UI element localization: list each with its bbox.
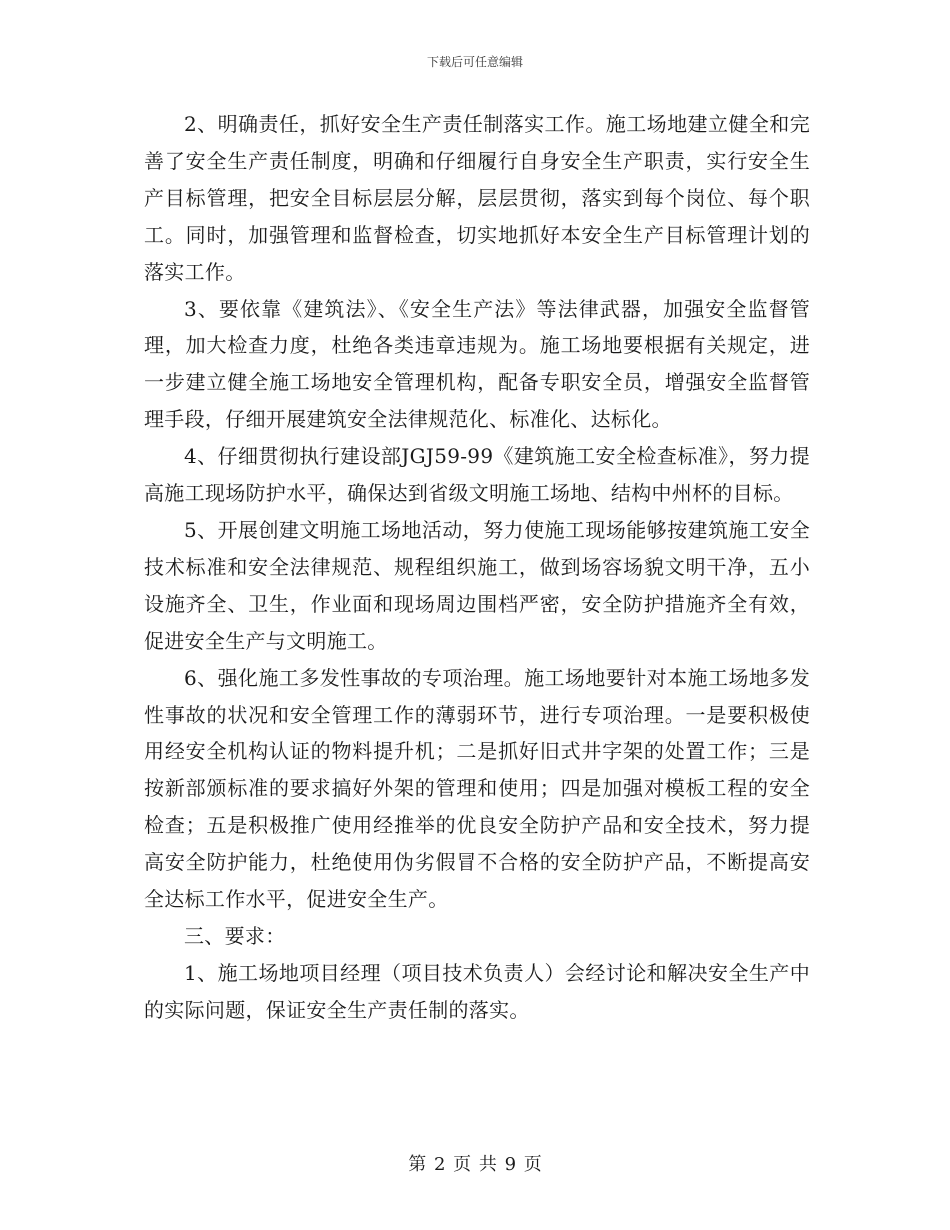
paragraph-legal-supervision: 3、要依靠《建筑法》、《安全生产法》等法律武器，加强安全监督管理，加大检查力度，杜绝各类违章违规为。施工场地要根据有关规定，进一步建立健全施工场地安全管理机构，配备专职安全员，增强安全监督管理手段，仔细开展建筑安全法律规范化、标准化、达标化。: [144, 296, 810, 432]
paragraph-accident-governance: 6、强化施工多发性事故的专项治理。施工场地要针对本施工场地多发性事故的状况和安全管理工作的薄弱环节，进行专项治理。一是要积极使用经安全机构认证的物料提升机；二是抓好旧式井字架的处置工作；三是按新部颁标准的要求搞好外架的管理和使用；四是加强对模板工程的安全检查；五是积极推广使用经推举的优良安全防护产品和安全技术，努力提高安全防护能力，杜绝使用伪劣假冒不合格的安全防护产品，不断提高安全达标工作水平，促进安全生产。: [144, 665, 810, 912]
paragraph-inspection-standard: 4、仔细贯彻执行建设部JGJ59-99《建筑施工安全检查标准》，努力提高施工现场防护水平，确保达到省级文明施工场地、结构中州杯的目标。: [144, 444, 810, 506]
document-body: [144, 106, 810, 1029]
paragraph-responsibility: 2、明确责任，抓好安全生产责任制落实工作。施工场地建立健全和完善了安全生产责任制度，明确和仔细履行自身安全生产职责，实行安全生产目标管理，把安全目标层层分解，层层贯彻，落实到每个岗位、每个职工。同时，加强管理和监督检查，切实地抓好本安全生产目标管理计划的落实工作。: [144, 112, 810, 284]
page-number-footer: 第 2 页 共 9 页: [408, 1154, 542, 1175]
paragraph-civilized-construction: 5、开展创建文明施工场地活动，努力使施工现场能够按建筑施工安全技术标准和安全法律规范、规程组织施工，做到场容场貌文明干净，五小设施齐全、卫生，作业面和现场周边围档严密，安全防护措施齐全有效，促进安全生产与文明施工。: [144, 517, 810, 653]
page-header: 下载后可任意编辑: [426, 55, 523, 69]
paragraph-requirement-1: 1、施工场地项目经理（项目技术负责人）会经讨论和解决安全生产中的实际问题，保证安全生产责任制的落实。: [144, 960, 810, 1022]
section-heading-requirements: 三、要求：: [184, 923, 286, 948]
